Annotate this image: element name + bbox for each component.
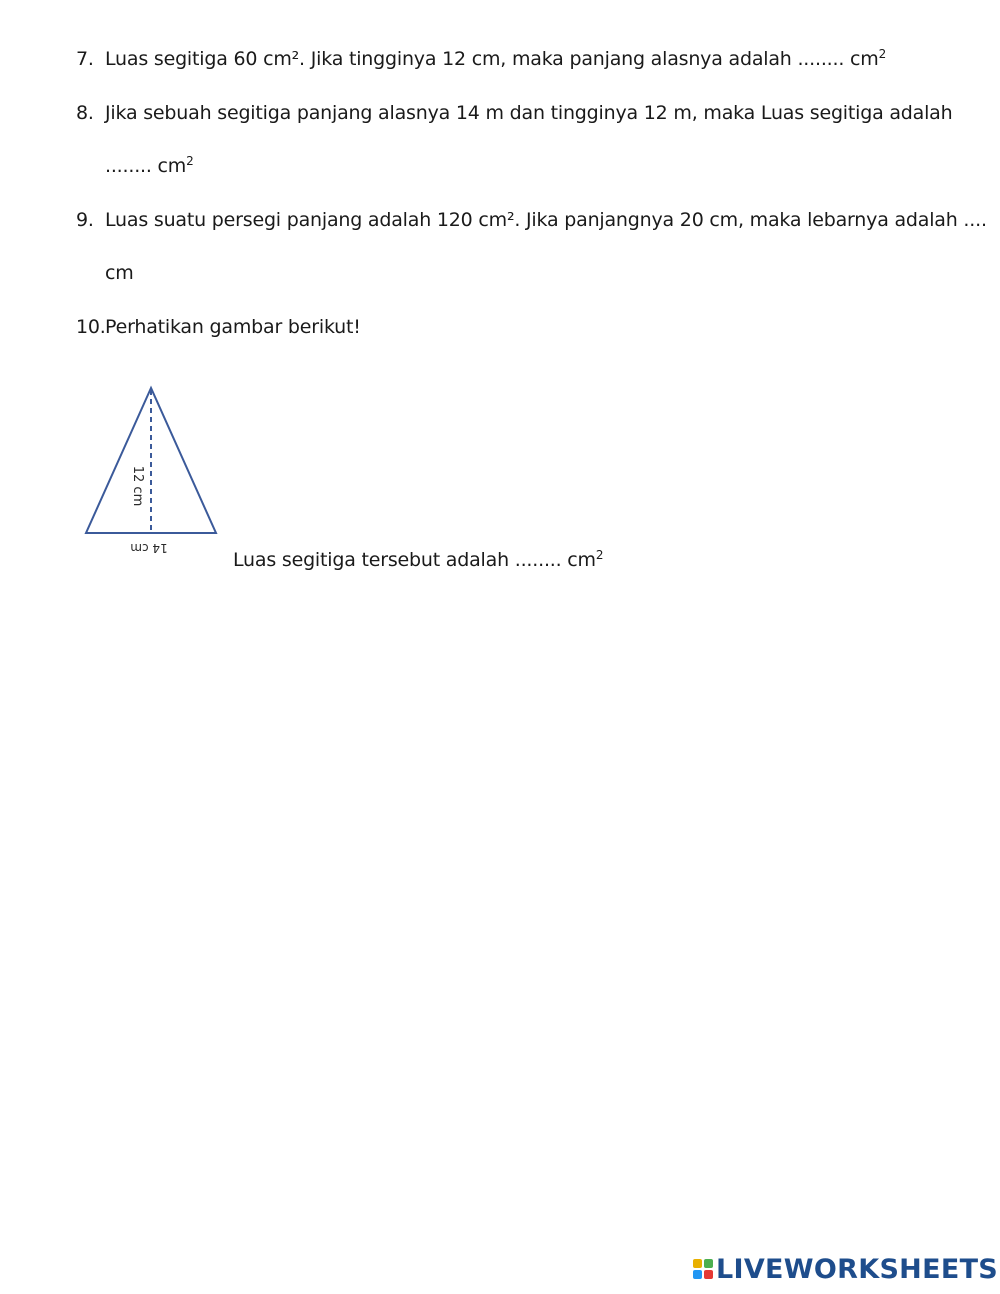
logo-mark-square bbox=[693, 1270, 702, 1279]
question-text-line: ........ $cm^2$ bbox=[105, 154, 194, 177]
liveworksheets-logo bbox=[692, 1252, 998, 1286]
question-text-line: Perhatikan gambar berikut! bbox=[105, 316, 361, 338]
question-number: 7. bbox=[76, 48, 94, 70]
triangle-figure bbox=[82, 382, 222, 562]
base-label: 14 cm bbox=[130, 541, 168, 555]
question-number: 10. bbox=[76, 316, 106, 338]
height-label: 12 cm bbox=[130, 465, 145, 507]
logo-mark-square bbox=[704, 1270, 713, 1279]
question-text-line: Jika sebuah segitiga panjang alasnya 14 m dan tingginya 12 m, maka Luas segitiga adalah bbox=[105, 102, 953, 124]
logo-mark-square bbox=[693, 1259, 702, 1268]
question-number: 9. bbox=[76, 209, 94, 231]
logo-mark-icon bbox=[692, 1258, 714, 1280]
logo-mark-square bbox=[704, 1259, 713, 1268]
logo-text: LIVEWORKSHEETS bbox=[716, 1253, 999, 1285]
triangle-diagram bbox=[82, 382, 222, 562]
question-text-line: Luas segitiga 60 cm². Jika tingginya 12 cm, maka panjang alasnya adalah ........ $cm^2$ bbox=[105, 47, 887, 70]
question-text-line: cm bbox=[105, 262, 134, 284]
question-text-line: Luas suatu persegi panjang adalah 120 cm². Jika panjangnya 20 cm, maka lebarnya adalah .... bbox=[105, 209, 987, 231]
answer-line: Luas segitiga tersebut adalah ........ $cm^2$ bbox=[233, 548, 604, 571]
question-number: 8. bbox=[76, 102, 94, 124]
